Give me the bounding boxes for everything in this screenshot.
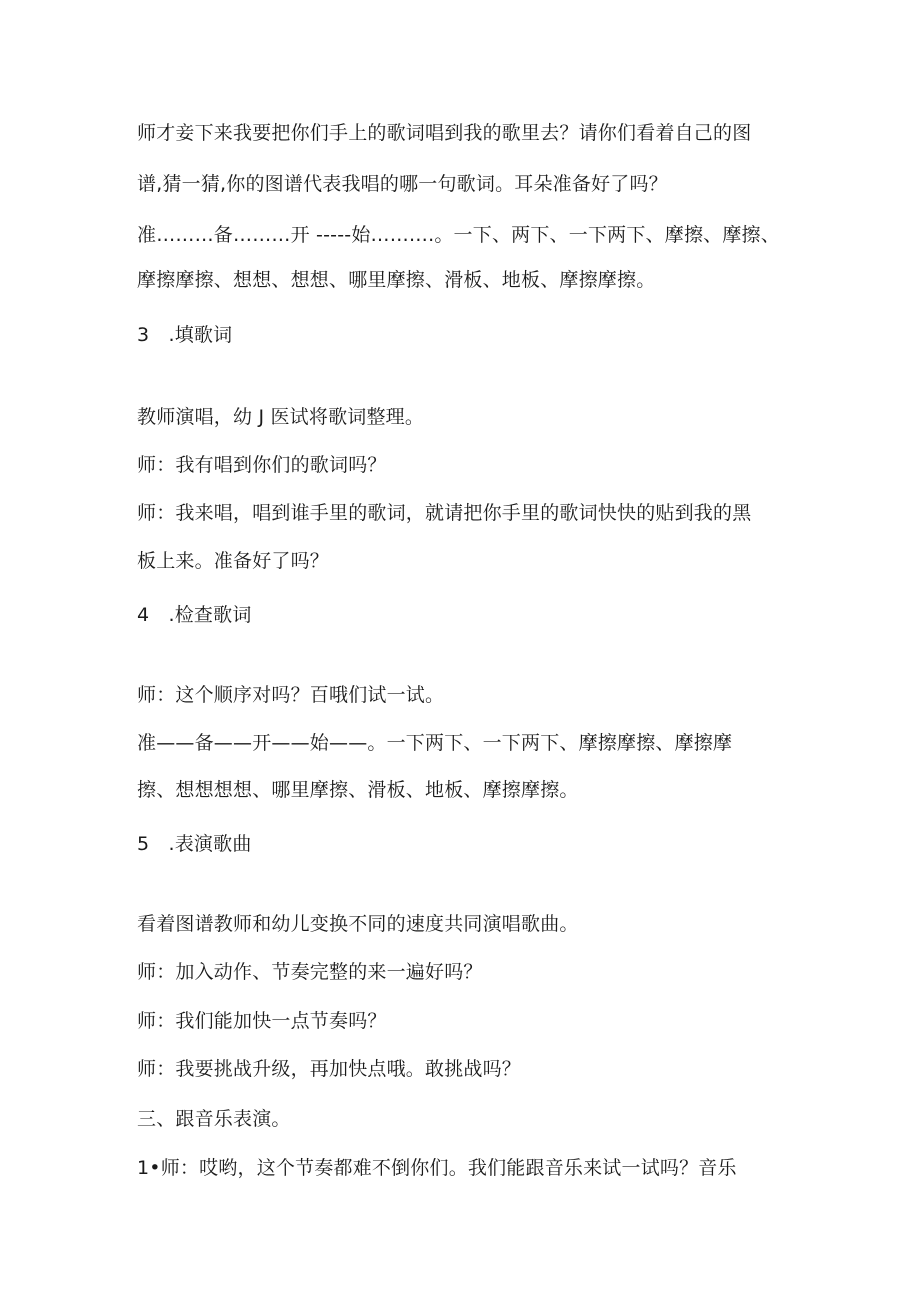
paragraph-line: 师：我要挑战升级，再加快点哦。敢挑战吗？ <box>137 1058 522 1080</box>
section-heading: 3 .填歌词 <box>137 324 233 346</box>
section-heading: 4 .检查歌词 <box>137 604 252 626</box>
paragraph-line: 1•师：哎哟，这个节奏都难不倒你们。我们能跟音乐来试一试吗？音乐 <box>137 1157 737 1179</box>
paragraph-line: 师：我来唱，唱到谁手里的歌词，就请把你手里的歌词快快的贴到我的黑 <box>137 502 752 524</box>
paragraph-line: 擦、想想想想、哪里摩擦、滑板、地板、摩擦摩擦。 <box>137 779 579 801</box>
section-heading: 三、跟音乐表演。 <box>137 1108 291 1130</box>
paragraph-line: 师：我有唱到你们的歌词吗？ <box>137 454 387 476</box>
section-heading: 5 .表演歌曲 <box>137 833 252 855</box>
paragraph-line: 看着图谱教师和幼儿变换不同的速度共同演唱歌曲。 <box>137 913 579 935</box>
paragraph-line: 师才妾下来我要把你们手上的歌词唱到我的歌里去？请你们看着自己的图 <box>137 122 752 144</box>
paragraph-line: 谱,猜一猜,你的图谱代表我唱的哪一句歌词。耳朵准备好了吗？ <box>137 173 668 195</box>
paragraph-line: 准………备………开 -----始……….。一下、两下、一下两下、摩擦、摩擦、 <box>137 224 780 246</box>
paragraph-line: 师：我们能加快一点节奏吗？ <box>137 1010 387 1032</box>
paragraph-line: 师：加入动作、节奏完整的来一遍好吗？ <box>137 961 483 983</box>
paragraph-line: 准——备——开——始——。一下两下、一下两下、摩擦摩擦、摩擦摩 <box>137 732 733 754</box>
paragraph-line: 板上来。准备好了吗？ <box>137 550 330 572</box>
paragraph-line: 摩擦摩擦、想想、想想、哪里摩擦、滑板、地板、摩擦摩擦。 <box>137 269 656 291</box>
paragraph-line: 教师演唱，幼 J 医试将歌词整理。 <box>137 406 425 428</box>
paragraph-line: 师：这个顺序对吗？百哦们试一试。 <box>137 684 445 706</box>
